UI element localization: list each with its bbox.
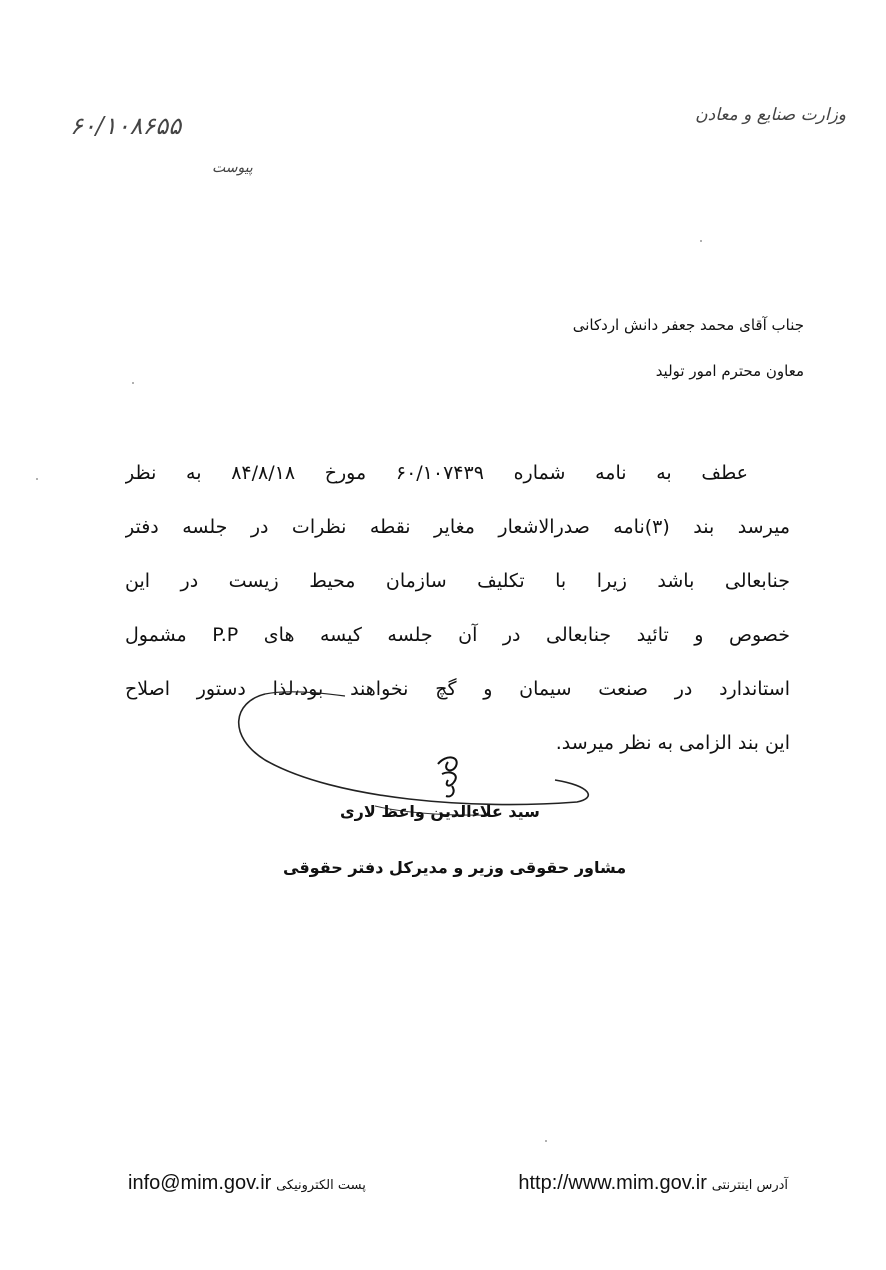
scan-speck — [132, 382, 134, 384]
scan-speck — [700, 240, 702, 242]
letter-number: ۶۰/۱۰۸۶۵۵ — [70, 112, 182, 140]
footer-website-group — [518, 1172, 788, 1195]
scan-speck — [36, 478, 38, 480]
footer-contact — [128, 1172, 788, 1195]
body-line: استاندارد در صنعت سیمان و گچ نخواهند بود،لذا دستور اصلاح — [125, 678, 790, 700]
body-line: این بند الزامی به نظر میرسد. — [555, 732, 790, 754]
signer-title: مشاور حقوقی وزیر و مدیرکل دفتر حقوقی — [283, 858, 627, 877]
body-line: خصوص و تائید جنابعالی در آن جلسه کیسه های P.P مشمول — [125, 624, 790, 646]
email-label: پست الکترونیکی — [276, 1178, 366, 1193]
recipient-name: جناب آقای محمد جعفر دانش اردکانی — [572, 316, 804, 334]
signature-scribble — [432, 752, 472, 802]
recipient-title: معاون محترم امور تولید — [655, 362, 804, 380]
scan-speck — [545, 1140, 547, 1142]
body-line: عطف به نامه شماره ۶۰/۱۰۷۴۳۹ مورخ ۸۴/۸/۱۸ به نظر — [125, 462, 748, 484]
signer-name: سید علاءالدین واعظ لاری — [340, 802, 540, 821]
ministry-handwritten-heading: وزارت صنایع و معادن — [695, 105, 846, 125]
footer-email-group — [128, 1172, 366, 1195]
website-label: آدرس اینترنتی — [711, 1178, 788, 1193]
website-link[interactable]: http://www.mim.gov.ir — [518, 1172, 707, 1194]
body-line: جنابعالی باشد زیرا با تکلیف سازمان محیط زیست در این — [125, 570, 790, 592]
body-line: میرسد بند (۳)نامه صدرالاشعار مغایر نقطه نظرات در جلسه دفتر — [125, 516, 790, 538]
email-link[interactable]: info@mim.gov.ir — [128, 1172, 272, 1194]
attachment-note: پیوست — [212, 160, 253, 176]
